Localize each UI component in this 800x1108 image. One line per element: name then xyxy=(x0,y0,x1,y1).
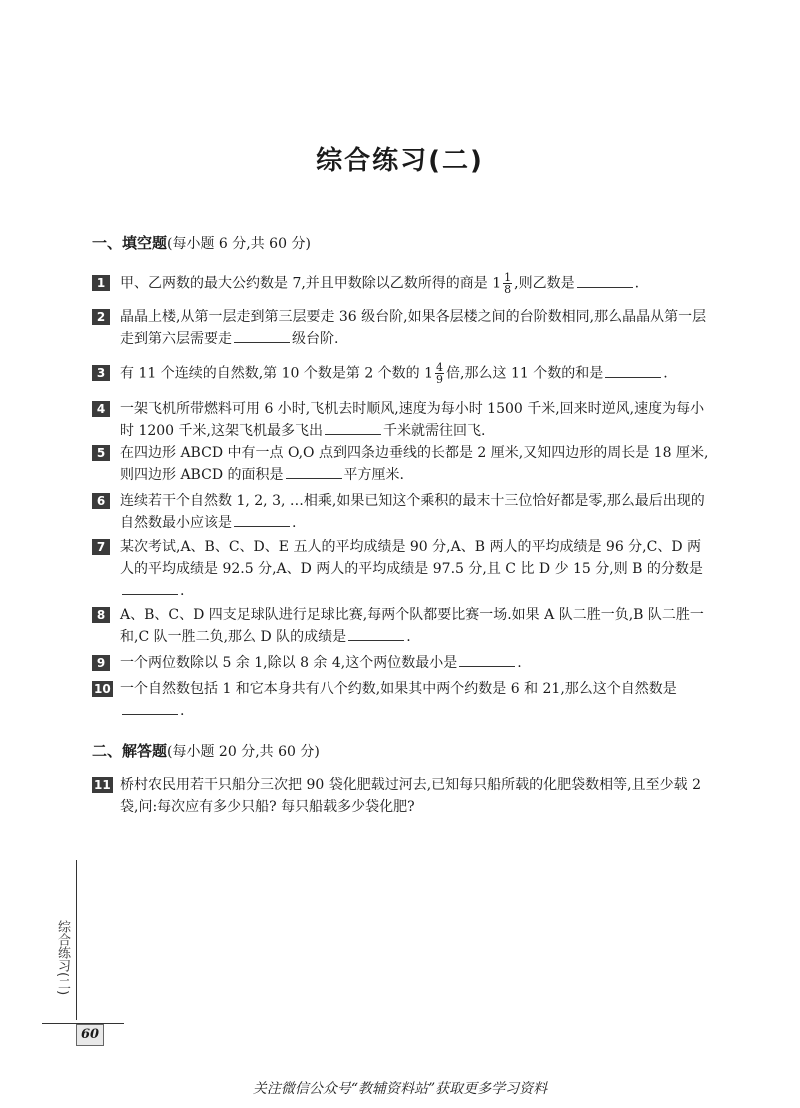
question-number-4: 4 xyxy=(92,401,110,417)
answer-blank[interactable] xyxy=(459,652,515,667)
question-text-3: 有 11 个连续的自然数,第 10 个数是第 2 个数的 1 $\frac{4}{9}$ 倍,那么这 11 个数的和是 . xyxy=(120,361,668,386)
question-number-11: 11 xyxy=(94,778,111,792)
question-7 xyxy=(92,536,712,602)
answer-blank[interactable] xyxy=(234,328,290,343)
question-text-2: 晶晶上楼,从第一层走到第三层要走 36 级台阶,如果各层楼之间的台阶数相同,那么晶晶从第一层走到第六层需要走 级台阶. xyxy=(120,309,707,347)
question-text-6: 连续若干个自然数 1, 2, 3, …相乘,如果已知这个乘积的最末十三位恰好都是零,那么最后出现的自然数最小应该是 . xyxy=(120,493,705,531)
answer-blank[interactable] xyxy=(234,512,290,527)
section-fill-in-note: (每小题 6 分,共 60 分) xyxy=(167,236,311,252)
answer-blank[interactable] xyxy=(122,700,178,715)
margin-divider xyxy=(76,860,77,1020)
footer-note: 关注微信公众号“教辅资料站”获取更多学习资料 xyxy=(252,1081,548,1097)
answer-blank[interactable] xyxy=(577,273,633,288)
section-answer-title: 二、解答题 xyxy=(92,742,168,760)
question-10 xyxy=(92,678,712,722)
question-number-7: 7 xyxy=(92,539,110,555)
mixed-fraction: $\frac{4}{9}$ xyxy=(436,361,444,386)
margin-section-label: 综合练习(二) xyxy=(55,920,70,996)
question-number-2: 2 xyxy=(92,309,110,325)
question-text-8: A、B、C、D 四支足球队进行足球比赛,每两个队都要比赛一场.如果 A 队二胜一负,B 队二胜一和,C 队一胜二负,那么 D 队的成绩是 . xyxy=(120,607,704,645)
answer-blank[interactable] xyxy=(325,420,381,435)
question-11 xyxy=(92,774,712,818)
question-number-9: 9 xyxy=(92,655,110,671)
question-number-1: 1 xyxy=(92,275,110,291)
page-title: 综合练习(二) xyxy=(316,146,484,176)
answer-blank[interactable] xyxy=(348,626,404,641)
section-answer-note: (每小题 20 分,共 60 分) xyxy=(167,744,320,760)
question-4 xyxy=(92,398,712,442)
page-number: 60 xyxy=(76,1024,104,1046)
question-9 xyxy=(92,652,712,674)
mixed-fraction: $\frac{1}{8}$ xyxy=(504,271,512,296)
section-fill-in-heading xyxy=(92,232,311,253)
question-number-8: 8 xyxy=(92,607,110,623)
question-8 xyxy=(92,604,712,648)
answer-blank[interactable] xyxy=(122,580,178,595)
question-text-1: 甲、乙两数的最大公约数是 7,并且甲数除以乙数所得的商是 1 $\frac{1}{8}$ ,则乙数是 . xyxy=(120,271,640,296)
section-fill-in-title: 一、填空题 xyxy=(92,234,168,252)
question-1 xyxy=(92,272,712,295)
question-3 xyxy=(92,362,712,385)
question-5 xyxy=(92,442,712,486)
section-answer-heading xyxy=(92,740,320,761)
question-text-7: 某次考试,A、B、C、D、E 五人的平均成绩是 90 分,A、B 两人的平均成绩是 96 分,C、D 两人的平均成绩是 92.5 分,A、D 两人的平均成绩是 97.5 分,且 C 比 D 少 15 分,则 B 的分数是. xyxy=(120,539,703,599)
question-text-9: 一个两位数除以 5 余 1,除以 8 余 4,这个两位数最小是 . xyxy=(120,652,712,674)
question-number-5: 5 xyxy=(92,445,110,461)
answer-blank[interactable] xyxy=(605,363,661,378)
question-number-6: 6 xyxy=(92,493,110,509)
question-text-10: 一个自然数包括 1 和它本身共有八个约数,如果其中两个约数是 6 和 21,那么这个自然数是. xyxy=(120,681,677,719)
question-2 xyxy=(92,306,712,350)
question-text-4: 一架飞机所带燃料可用 6 小时,飞机去时顺风,速度为每小时 1500 千米,回来时逆风,速度为每小时 1200 千米,这架飞机最多飞出 千米就需往回飞. xyxy=(120,401,705,439)
question-number-3: 3 xyxy=(92,365,110,381)
question-text-11: 桥村农民用若干只船分三次把 90 袋化肥载过河去,已知每只船所载的化肥袋数相等,且至少载 2 袋,问:每次应有多少只船? 每只船载多少袋化肥? xyxy=(120,777,701,815)
question-6 xyxy=(92,490,712,534)
question-text-5: 在四边形 ABCD 中有一点 O,O 点到四条边垂线的长都是 2 厘米,又知四边形的周长是 18 厘米,则四边形 ABCD 的面积是 平方厘米. xyxy=(120,445,709,483)
question-number-10: 10 xyxy=(94,682,111,696)
answer-blank[interactable] xyxy=(286,464,342,479)
